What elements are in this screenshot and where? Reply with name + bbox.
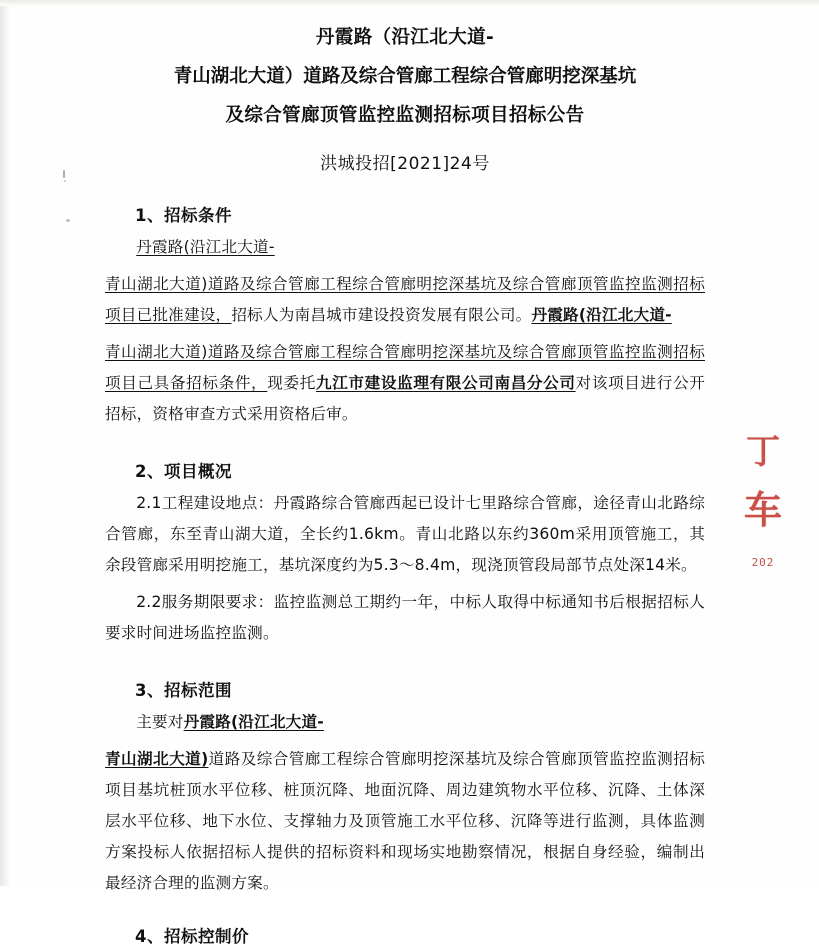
- section-heading-3: 3、招标范围: [135, 681, 232, 700]
- section-2-paragraph-2: 2.2服务期限要求：监控监测总工期约一年，中标人取得中标通知书后根据招标人要求时间进场监控监测。: [105, 593, 705, 642]
- section-1-plain-2: 现委托: [267, 374, 316, 392]
- section-heading-4: 4、招标控制价: [135, 927, 249, 946]
- page-top-shadow: [0, 0, 819, 6]
- scan-speckle: [64, 180, 66, 182]
- page-left-shadow: [0, 0, 10, 886]
- page-title: [105, 18, 705, 135]
- document-body: [105, 18, 705, 947]
- section-1-bold-underline-1: 丹霞路(沿江北大道-: [531, 306, 672, 324]
- supervision-company-name: 九江市建设监理有限公司南昌分公司: [315, 374, 576, 392]
- scan-speckle: [63, 170, 65, 178]
- title-line-1: 丹霞路（沿江北大道-: [315, 27, 495, 48]
- red-seal-stamp: [735, 430, 791, 569]
- section-1-paragraph: [105, 232, 705, 263]
- section-1-paragraph-continued: [105, 269, 705, 331]
- section-heading-1: 1、招标条件: [135, 206, 232, 225]
- section-3-paragraph-body: [105, 744, 705, 899]
- section-1-underline-2: 青山湖北大道)道路及综合管廊工程综合管廊明挖深基坑及综合管廊顶管监控监测招标项目已批准建设，: [105, 275, 705, 324]
- section-3-bold-underline-2: 青山湖北大道): [105, 750, 209, 768]
- title-line-2: 青山湖北大道）道路及综合管廊工程综合管廊明挖深基坑: [173, 66, 637, 87]
- seal-glyph-1: 丁: [746, 432, 780, 472]
- document-number: 洪城投招[2021]24号: [320, 154, 490, 174]
- section-1-plain-1: 招标人为南昌城市建设投资发展有限公司。: [231, 306, 532, 324]
- seal-digits: 202: [751, 556, 775, 569]
- section-2-paragraph-1: 2.1工程建设地点：丹霞路综合管廊西起已设计七里路综合管廊，途径青山北路综合管廊，东至青山湖大道，全长约1.6km。青山北路以东约360m采用顶管施工，其余段管廊采用明挖施工，基坑深度约为5.3～8.4m，现浇顶管段局部节点处深14米。: [105, 494, 705, 574]
- seal-glyph-2: 车: [743, 487, 782, 532]
- section-1-underline-1: 丹霞路(沿江北大道-: [136, 238, 275, 256]
- section-1-paragraph-tail: [105, 337, 705, 430]
- section-heading-2: 2、项目概况: [135, 462, 232, 481]
- section-1-underline-3: 青山湖北大道)道路及综合管廊工程综合管廊明挖深基坑及综合管廊顶管监控监测招标项目己具备招标条件，: [105, 343, 705, 392]
- title-line-3: 及综合管廊顶管监控监测招标项目招标公告: [225, 105, 585, 126]
- section-3-bold-underline-1: 丹霞路(沿江北大道-: [183, 713, 324, 731]
- section-3-plain-1: 主要对: [136, 713, 184, 731]
- section-3-paragraph-lead: [105, 707, 705, 738]
- section-3-plain-2: 道路及综合管廊工程综合管廊明挖深基坑及综合管廊顶管监控监测招标项目基坑桩顶水平位移、桩顶沉降、地面沉降、周边建筑物水平位移、沉降、土体深层水平位移、地下水位、支撑轴力及顶管施工水平位移、沉降等进行监测，具体监测方案投标人依据招标人提供的招标资料和现场实地勘察情况，根据自身经验，编制出最经济合理的监测方案。: [105, 750, 705, 892]
- section-1-plain-3: 对该项目进行公开招标，资格审查方式采用资格后审。: [105, 374, 705, 423]
- scan-speckle: [66, 219, 70, 222]
